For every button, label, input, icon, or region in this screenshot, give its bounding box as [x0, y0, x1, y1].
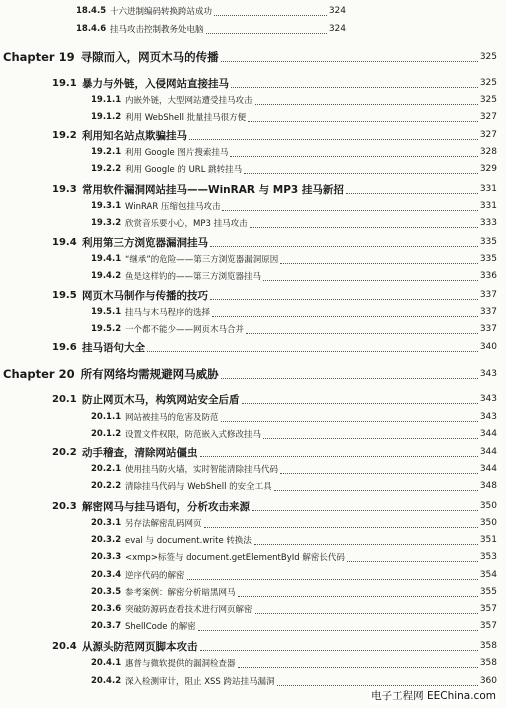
toc-subsection-row	[0, 548, 506, 566]
toc-page-number: 343	[479, 412, 497, 422]
toc-page-number: 328	[479, 147, 497, 157]
toc-leader-dots	[280, 263, 478, 264]
toc-subsection-row	[0, 477, 506, 495]
toc-leader-dots	[200, 456, 478, 457]
toc-leader-dots	[252, 510, 478, 511]
toc-subsection-row	[0, 303, 506, 321]
toc-leader-dots	[231, 87, 478, 88]
toc-leader-dots	[255, 613, 478, 614]
toc-title: 利用 Google 图片搜索挂马	[125, 148, 229, 158]
toc-number: 19.4.1	[91, 254, 122, 264]
toc-page-number: 337	[479, 307, 497, 317]
toc-title: 使用挂马防火墙，实时智能清除挂马代码	[125, 465, 279, 475]
toc-subsection-row	[0, 160, 506, 178]
toc-subsection-row	[0, 197, 506, 215]
toc-page-number: 351	[479, 535, 497, 545]
toc-title: 动手稽查，清除网站僵虫	[82, 446, 198, 459]
toc-number: 20.4	[52, 640, 77, 652]
toc-title: ShellCode 的解密	[125, 622, 196, 632]
toc-subsection-row	[0, 108, 506, 126]
toc-page-number: 348	[479, 481, 497, 491]
toc-section-row	[0, 390, 506, 408]
toc-title: 解密网马与挂马语句，分析攻击来源	[82, 500, 250, 513]
toc-page-number: 354	[479, 570, 497, 580]
toc-section-row	[0, 286, 506, 304]
toc-section-row	[0, 74, 506, 92]
toc-title: “继承”的危险——第三方浏览器漏洞原因	[125, 255, 279, 265]
toc-number: 20.1.1	[91, 412, 122, 422]
toc-leader-dots	[274, 490, 478, 491]
toc-subsection-row	[0, 143, 506, 161]
toc-number: 20.3.5	[91, 587, 122, 597]
toc-subsection-row	[0, 566, 506, 584]
toc-page-number: 327	[479, 130, 497, 140]
toc-leader-dots	[255, 104, 478, 105]
toc-page-number: 325	[479, 52, 497, 62]
toc-title: 设置文件权限，防范嵌入式修改挂马	[125, 430, 262, 440]
toc-subsection-row	[0, 600, 506, 618]
toc-number: 20.2.2	[91, 481, 122, 491]
toc-section-row	[0, 126, 506, 144]
toc-leader-dots	[212, 316, 478, 317]
toc-leader-dots	[221, 61, 478, 62]
toc-leader-dots	[250, 227, 478, 228]
toc-title: 寻隙而入，网页木马的传播	[80, 50, 219, 64]
toc-page-number: 360	[479, 676, 497, 686]
toc-leader-dots	[204, 527, 478, 528]
toc-leader-dots	[147, 351, 478, 352]
toc-leader-dots	[221, 421, 478, 422]
toc-leader-dots	[347, 561, 478, 562]
toc-title: 内嵌外链，大型网站遭受挂马攻击	[125, 96, 253, 106]
toc-page-number: 331	[479, 184, 497, 194]
toc-number: 20.3.1	[91, 518, 122, 528]
toc-title: WinRAR 压缩包挂马攻击	[125, 202, 221, 212]
toc-number: 20.3.2	[91, 535, 122, 545]
toc-subsection-row	[0, 514, 506, 532]
toc-title: 惠普与微软提供的漏洞检查器	[125, 659, 236, 669]
toc-number: 19.5.2	[91, 324, 122, 334]
toc-page-number: 335	[479, 237, 497, 247]
toc-number: 19.2	[52, 129, 77, 141]
toc-page-number: 325	[479, 78, 497, 88]
toc-subsection-row	[0, 654, 506, 672]
toc-title: 清除挂马代码与 WebShell 的安全工具	[125, 482, 272, 492]
toc-number: 19.1.1	[91, 95, 122, 105]
toc-page-number: 333	[479, 218, 497, 228]
toc-section-row	[0, 338, 506, 356]
toc-leader-dots	[187, 579, 478, 580]
toc-leader-dots	[277, 685, 478, 686]
toc-title: 利用知名站点欺骗挂马	[82, 129, 187, 142]
toc-leader-dots	[248, 121, 478, 122]
toc-title: <xmp>标签与 document.getElementById 解密长代码	[125, 553, 345, 563]
toc-subsection-row	[0, 460, 506, 478]
toc-page-number: 344	[479, 464, 497, 474]
toc-title: 深入检测审计，阻止 XSS 跨站挂马漏洞	[125, 677, 275, 687]
toc-page-number: 358	[479, 658, 497, 668]
toc-section-row	[0, 443, 506, 461]
toc-page-number: 353	[479, 552, 497, 562]
toc-subsection-row	[0, 20, 506, 38]
toc-number: 19.4	[52, 236, 77, 248]
toc-title: 另存法解密乱码网页	[125, 519, 202, 529]
toc-number: 20.4.2	[91, 676, 122, 686]
site-watermark: 电子工程网 EEChina.com	[369, 687, 498, 704]
toc-number: 20.3.3	[91, 552, 122, 562]
toc-page-number: 337	[479, 324, 497, 334]
toc-page-number: 336	[479, 271, 497, 281]
toc-title: 鱼是这样钓的——第三方浏览器挂马	[125, 272, 262, 282]
toc-number: Chapter 19	[3, 50, 75, 64]
toc-title: 逆序代码的解密	[125, 571, 185, 581]
toc-number: 18.4.5	[76, 6, 107, 16]
toc-title: 网页木马制作与传播的技巧	[82, 289, 208, 302]
toc-title: 挂马与木马程序的选择	[125, 308, 211, 318]
toc-leader-dots	[242, 403, 478, 404]
toc-section-row	[0, 637, 506, 655]
toc-section-row	[0, 497, 506, 515]
toc-page-number: 357	[479, 621, 497, 631]
toc-page-number: 335	[479, 254, 497, 264]
toc-leader-dots	[246, 333, 478, 334]
toc-leader-dots	[198, 630, 478, 631]
toc-title: 从源头防范网页脚本攻击	[82, 640, 198, 653]
toc-subsection-row	[0, 408, 506, 426]
toc-title: 利用第三方浏览器漏洞挂马	[82, 236, 208, 249]
toc-title: 挂马语句大全	[82, 341, 145, 354]
toc-leader-dots	[254, 544, 478, 545]
toc-number: 20.4.1	[91, 658, 122, 668]
toc-subsection-row	[0, 267, 506, 285]
toc-number: 20.2.1	[91, 464, 122, 474]
toc-leader-dots	[280, 473, 478, 474]
toc-title: 一个都不能少——网页木马合并	[125, 325, 245, 335]
toc-title: 利用 WebShell 批量挂马很方便	[125, 113, 247, 123]
toc-number: 19.3.2	[91, 218, 122, 228]
toc-title: 利用 Google 的 URL 跳转挂马	[125, 165, 243, 175]
toc-title: 十六进制编码转换跨站成功	[110, 7, 213, 17]
toc-title: 挂马攻击控制教务处电脑	[110, 25, 204, 35]
toc-chapter-row	[0, 365, 506, 383]
toc-subsection-row	[0, 531, 506, 549]
toc-page-number: 358	[479, 641, 497, 651]
toc-title: eval 与 document.write 转换法	[125, 536, 252, 546]
toc-page-number: 331	[479, 201, 497, 211]
toc-title: 所有网络均需规避网马威胁	[80, 367, 219, 381]
toc-leader-dots	[263, 280, 478, 281]
toc-leader-dots	[221, 378, 478, 379]
toc-page-number: 337	[479, 290, 497, 300]
toc-number: 20.3.6	[91, 604, 122, 614]
toc-number: 20.1.2	[91, 429, 122, 439]
toc-number: 19.5.1	[91, 307, 122, 317]
toc-number: 19.2.1	[91, 147, 122, 157]
toc-subsection-row	[0, 214, 506, 232]
toc-number: 19.5	[52, 289, 77, 301]
toc-leader-dots	[230, 156, 477, 157]
toc-title: 常用软件漏洞网站挂马——WinRAR 与 MP3 挂马新招	[82, 183, 344, 196]
toc-subsection-row	[0, 250, 506, 268]
toc-title: 暴力与外链，入侵网站直接挂马	[82, 77, 229, 90]
toc-subsection-row	[0, 617, 506, 635]
toc-page-number: 344	[479, 429, 497, 439]
toc-subsection-row	[0, 583, 506, 601]
toc-page-number: 350	[479, 501, 497, 511]
toc-page-number: 324	[328, 6, 346, 16]
toc-page-number: 325	[479, 95, 497, 105]
toc-title: 参考案例：解密分析暗黑网马	[125, 588, 236, 598]
toc-chapter-row	[0, 48, 506, 66]
toc-page-number: 343	[479, 394, 497, 404]
toc-title: 突破防源码查看技术进行网页解密	[125, 605, 253, 615]
toc-number: 20.3.4	[91, 570, 122, 580]
toc-page-number: 329	[479, 164, 497, 174]
toc-leader-dots	[346, 193, 478, 194]
toc-number: 19.4.2	[91, 271, 122, 281]
toc-title: 网站被挂马的危害及防范	[125, 413, 219, 423]
toc-page-number: 343	[479, 369, 497, 379]
toc-leader-dots	[206, 33, 327, 34]
toc-subsection-row	[0, 2, 506, 20]
toc-number: 19.1	[52, 77, 77, 89]
toc-number: 20.1	[52, 393, 77, 405]
toc-page-number: 327	[479, 112, 497, 122]
toc-number: 19.2.2	[91, 164, 122, 174]
toc-page-number: 350	[479, 518, 497, 528]
toc-number: 18.4.6	[76, 24, 107, 34]
toc-leader-dots	[238, 596, 478, 597]
toc-section-row	[0, 180, 506, 198]
toc-page-number: 344	[479, 447, 497, 457]
toc-section-row	[0, 233, 506, 251]
toc-number: 19.6	[52, 341, 77, 353]
toc-leader-dots	[214, 15, 327, 16]
toc-subsection-row	[0, 320, 506, 338]
toc-page-number: 324	[328, 24, 346, 34]
toc-leader-dots	[189, 139, 478, 140]
toc-number: Chapter 20	[3, 367, 75, 381]
toc-leader-dots	[222, 210, 477, 211]
toc-leader-dots	[210, 246, 478, 247]
toc-title: 防止网页木马，构筑网站安全后盾	[82, 393, 240, 406]
toc-leader-dots	[244, 173, 478, 174]
toc-subsection-row	[0, 425, 506, 443]
toc-title: 欣赏音乐要小心，MP3 挂马攻击	[125, 219, 248, 229]
toc-leader-dots	[263, 438, 478, 439]
toc-number: 20.3.7	[91, 621, 122, 631]
toc-number: 19.3	[52, 183, 77, 195]
toc-leader-dots	[238, 667, 478, 668]
toc-page-number: 355	[479, 587, 497, 597]
toc-number: 19.3.1	[91, 201, 122, 211]
toc-page-number: 340	[479, 342, 497, 352]
toc-leader-dots	[210, 299, 478, 300]
toc-number: 19.1.2	[91, 112, 122, 122]
toc-leader-dots	[200, 650, 478, 651]
toc-subsection-row	[0, 91, 506, 109]
toc-page-number: 357	[479, 604, 497, 614]
toc-number: 20.2	[52, 446, 77, 458]
toc-number: 20.3	[52, 500, 77, 512]
